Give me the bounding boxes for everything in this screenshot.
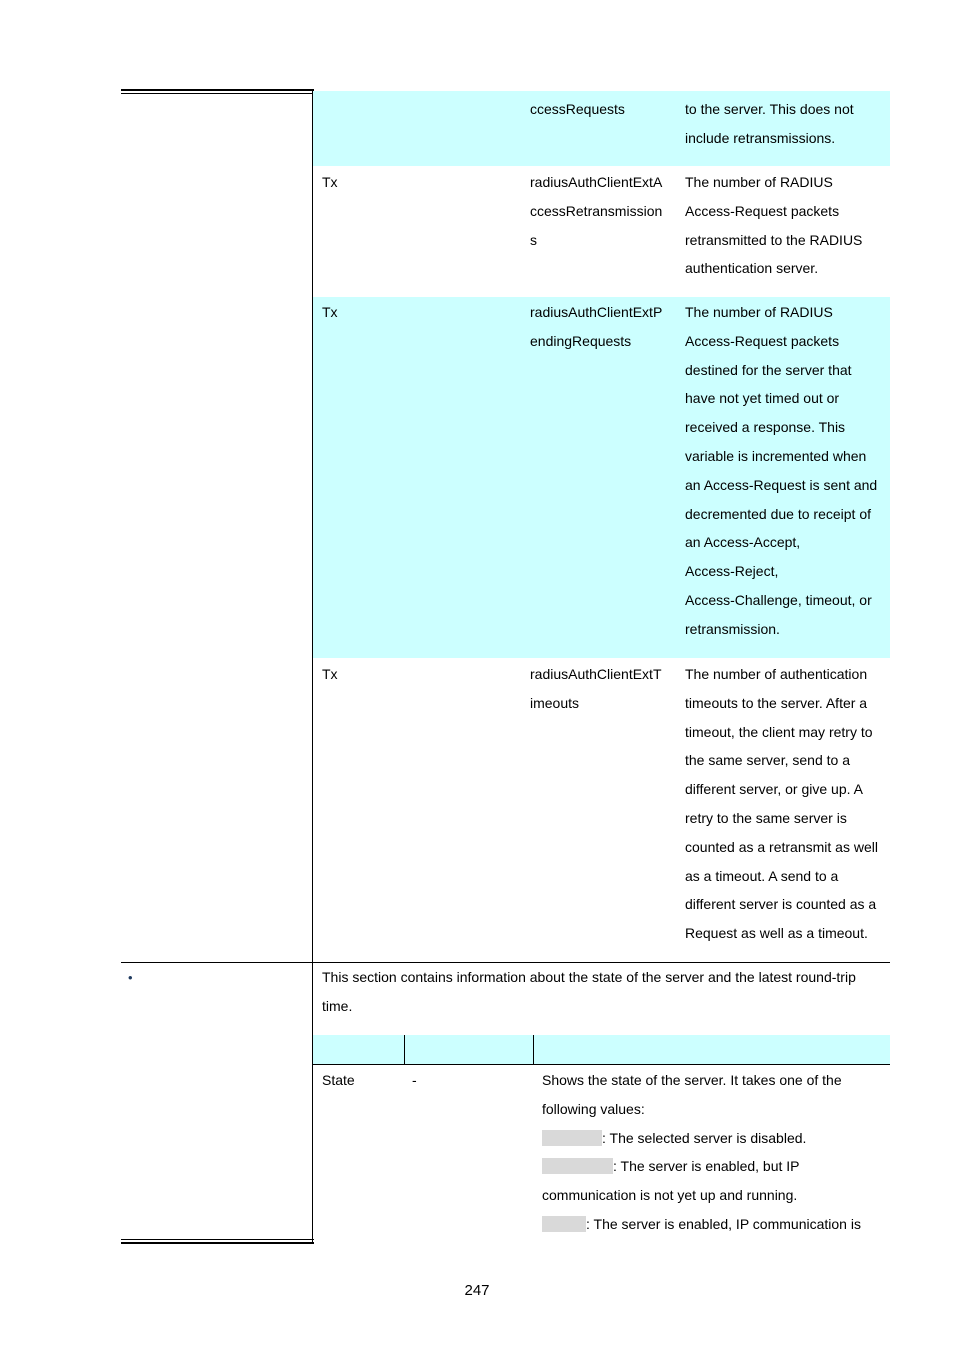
direction-cell: Tx: [322, 666, 338, 682]
description-line: : The server is enabled, IP communication is: [542, 1210, 890, 1239]
header-separator: [533, 1035, 534, 1065]
page-number: 247: [464, 1282, 490, 1299]
table-row: [313, 166, 890, 297]
section-bullet: •: [128, 970, 133, 985]
description-cell: The number of RADIUS Access-Request packets destined for the server that have not yet timed out or received a response. This variable is incremented when an Access-Request is sent and decremented due to receipt of an Access-Accept, Access-Reject, Access-Challenge, timeout, or retransmission.: [685, 304, 878, 637]
description-line: Shows the state of the server. It takes one of the: [542, 1072, 842, 1088]
object-cell: ccessRequests: [530, 101, 625, 117]
object-cell: radiusAuthClientExtA ccessRetransmission s: [530, 174, 663, 248]
table-row: [313, 658, 890, 962]
description-cell: The number of authentication timeouts to the server. After a timeout, the client may retry to the same server, send to a different server, or give up. A retry to the same server is counted as a retransmit as well as a timeout. A send to a different server is counted as a Request as well as a timeout.: [685, 666, 878, 942]
table-bottom-rule: [121, 1239, 314, 1244]
object-cell: radiusAuthClientExtT imeouts: [530, 666, 662, 711]
state-name-cell: State: [322, 1072, 355, 1088]
value-highlight: [542, 1158, 613, 1174]
table-row: [313, 91, 890, 166]
description-line: : The selected server is disabled.: [542, 1124, 890, 1153]
subtable-header: [313, 1035, 890, 1065]
value-highlight: [542, 1216, 586, 1232]
table-row: [313, 297, 890, 658]
description-line: : The server is enabled, but IP: [542, 1152, 890, 1181]
direction-cell: Tx: [322, 304, 338, 320]
object-cell: radiusAuthClientExtP endingRequests: [530, 304, 663, 349]
description-line: following values:: [542, 1100, 645, 1117]
value-highlight: [542, 1130, 602, 1146]
description-cell: The number of RADIUS Access-Request packets retransmitted to the RADIUS authentication server.: [685, 174, 863, 277]
description-line: communication is not yet up and running.: [542, 1187, 798, 1204]
table-top-rule: [121, 89, 314, 94]
state-description-cell: [542, 1066, 890, 1239]
header-separator: [404, 1035, 405, 1065]
section-intro: This section contains information about the state of the server and the latest round-trip time.: [322, 969, 856, 1014]
direction-cell: Tx: [322, 174, 338, 190]
state-object-cell: -: [412, 1072, 417, 1088]
table-row: [313, 1066, 890, 1239]
description-cell: to the server. This does not include retransmissions.: [685, 101, 854, 146]
